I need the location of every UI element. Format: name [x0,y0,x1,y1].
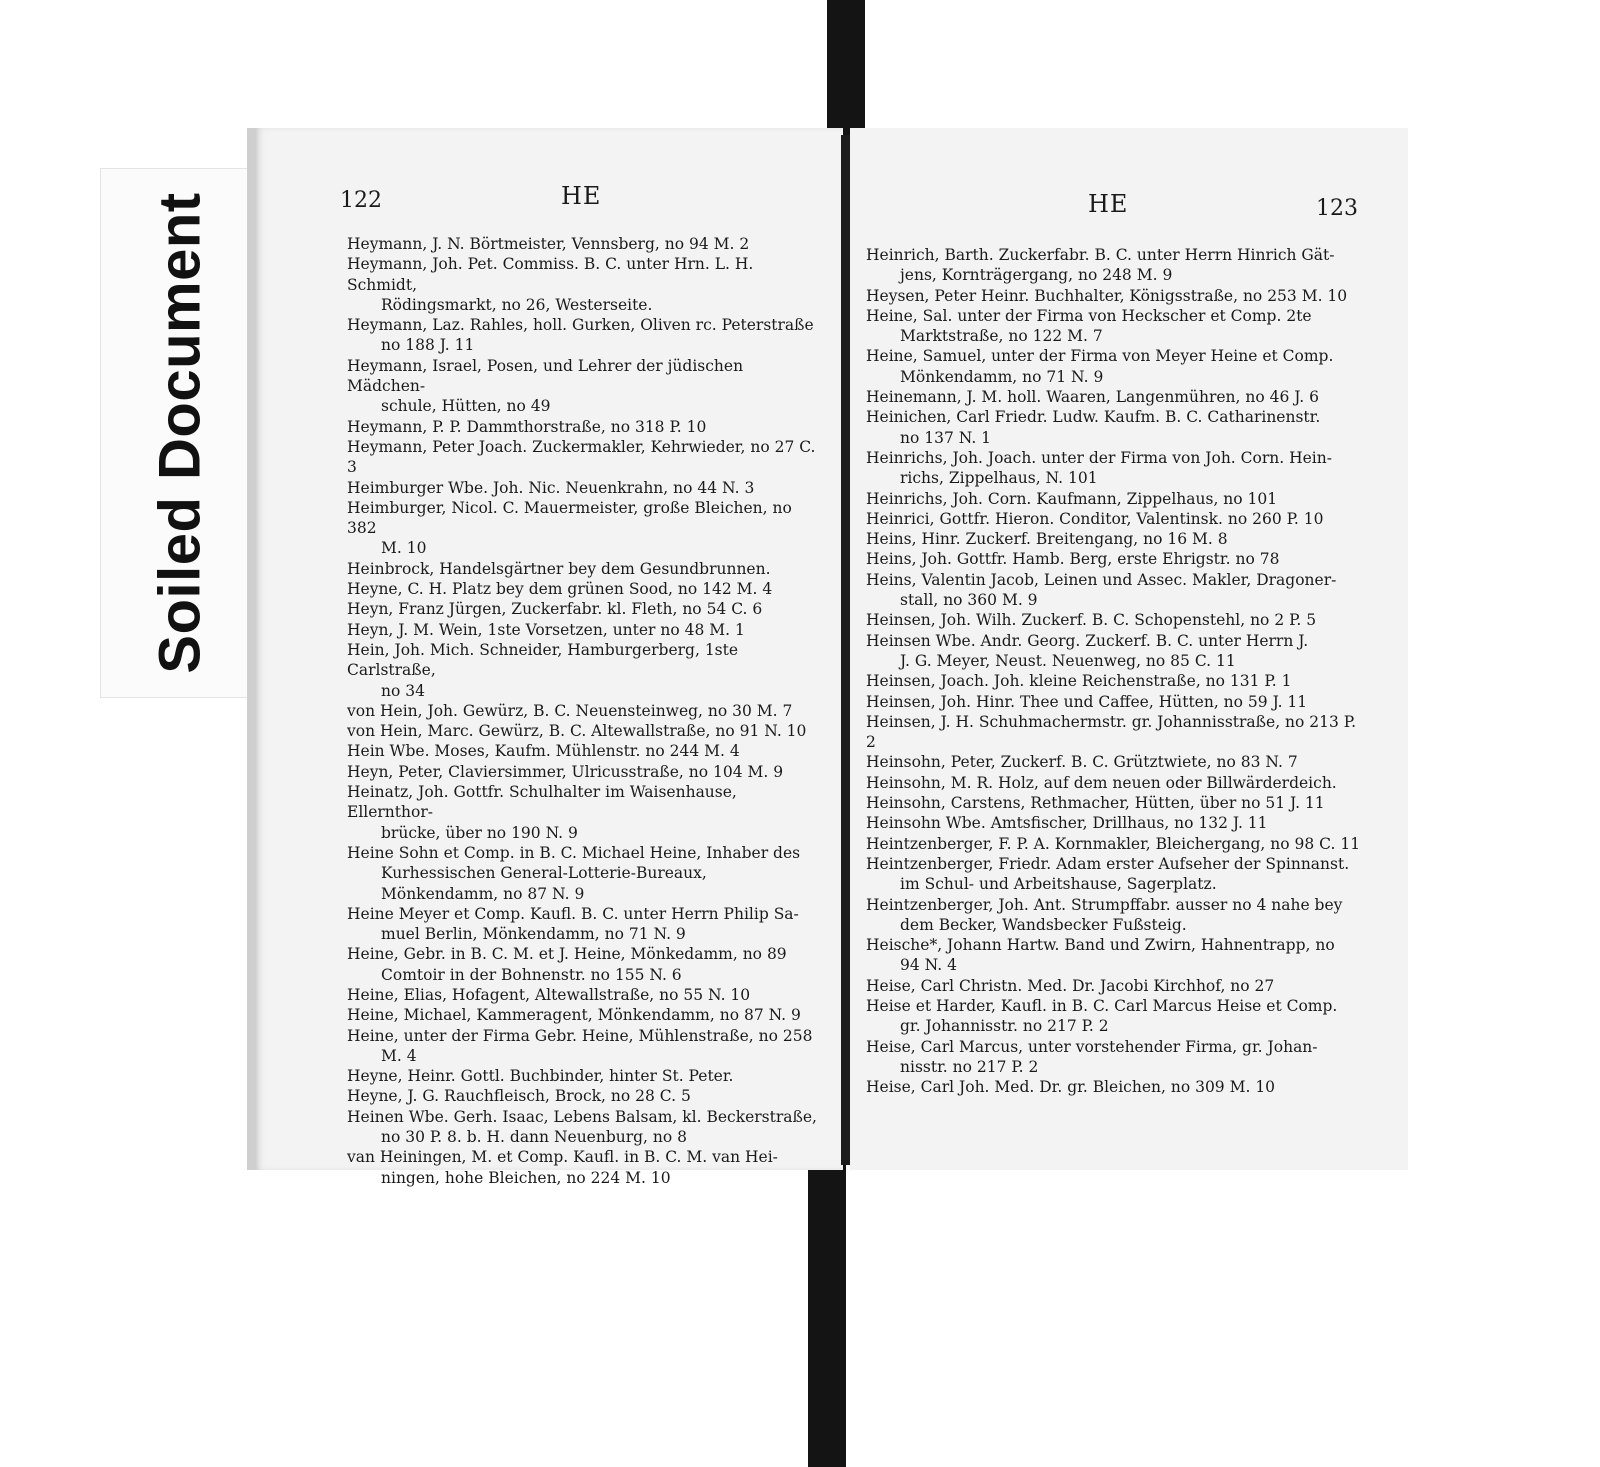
entry-continuation: 94 N. 4 [900,956,957,975]
directory-entry [347,579,825,599]
entry-continuation: stall, no 360 M. 9 [900,591,1038,610]
directory-entry [347,1066,825,1086]
directory-entry [347,599,825,619]
entry-line: Heinen Wbe. Gerh. Isaac, Lebens Balsam, kl. Beckerstraße, [347,1107,817,1126]
entry-continuation: Kurhessischen General-Lotterie-Bureaux, Mönkendamm, no 87 N. 9 [381,864,707,903]
entry-line: Heische*, Johann Hartw. Band und Zwirn, Hahnentrapp, no [866,936,1335,955]
directory-entry [866,407,1370,448]
entry-line: Heymann, P. P. Dammthorstraße, no 318 P. 10 [347,417,707,436]
directory-entry [866,671,1370,691]
directory-entry [866,813,1370,833]
directory-entry [866,1077,1370,1097]
entry-line: Heymann, Joh. Pet. Commiss. B. C. unter Hrn. L. H. Schmidt, [347,255,754,294]
directory-entry [347,1026,825,1067]
directory-entry [347,701,825,721]
entry-line: Heise, Carl Joh. Med. Dr. gr. Bleichen, no 309 M. 10 [866,1078,1276,1097]
entry-line: Heins, Joh. Gottfr. Hamb. Berg, erste Ehrigstr. no 78 [866,550,1280,569]
entry-line: Heyn, Franz Jürgen, Zuckerfabr. kl. Fleth, no 54 C. 6 [347,600,763,619]
entry-line: Heymann, Peter Joach. Zuckermakler, Kehrwieder, no 27 C. 3 [347,437,816,477]
entry-continuation: Marktstraße, no 122 M. 7 [900,327,1103,346]
entry-continuation: schule, Hütten, no 49 [381,397,551,416]
directory-entry [866,712,1370,753]
entry-line: Heinemann, J. M. holl. Waaren, Langenmühren, no 46 J. 6 [866,388,1320,407]
page-number: 123 [1316,196,1358,221]
entry-line: Heinsen, Joh. Wilh. Zuckerf. B. C. Schopenstehl, no 2 P. 5 [866,611,1317,630]
directory-entry [347,741,825,761]
directory-entry [347,417,825,437]
entry-line: Heins, Hinr. Zuckerf. Breitengang, no 16 M. 8 [866,530,1228,549]
directory-entry [866,245,1370,286]
entry-line: Heinsohn, Peter, Zuckerf. B. C. Grütztwiete, no 83 N. 7 [866,753,1298,772]
entry-line: Heinrich, Barth. Zuckerfabr. B. C. unter Herrn Hinrich Gät- [866,246,1335,264]
entry-line: Heinichen, Carl Friedr. Ludw. Kaufm. B. C. Catharinenstr. [866,408,1321,427]
entry-line: von Hein, Joh. Gewürz, B. C. Neuensteinweg, no 30 M. 7 [347,701,793,720]
entry-line: Heyn, J. M. Wein, 1ste Vorsetzen, unter no 48 M. 1 [347,620,745,639]
directory-entry [866,834,1370,854]
entry-line: von Hein, Marc. Gewürz, B. C. Altewallstraße, no 91 N. 10 [347,722,807,741]
directory-entry [347,620,825,640]
directory-entry [347,721,825,741]
entry-continuation: M. 10 [381,539,427,558]
entry-line: Heymann, Israel, Posen, und Lehrer der jüdischen Mädchen- [347,356,744,396]
directory-entry [866,631,1370,672]
entry-line: Heinsen, Joach. Joh. kleine Reichenstraße, no 131 P. 1 [866,672,1292,691]
directory-entry [866,854,1370,895]
entry-continuation: richs, Zippelhaus, N. 101 [900,469,1098,488]
directory-entry [866,387,1370,407]
entry-continuation: brücke, über no 190 N. 9 [381,823,578,842]
entry-continuation: no 34 [381,681,425,700]
directory-entry [347,640,825,701]
directory-entry [866,935,1370,976]
directory-entry [347,356,825,417]
entry-line: Heine Meyer et Comp. Kaufl. B. C. unter Herrn Philip Sa- [347,904,799,923]
directory-entry [347,1107,825,1148]
entry-continuation: muel Berlin, Mönkendamm, no 71 N. 9 [381,925,686,944]
entry-continuation: no 188 J. 11 [381,336,475,355]
page-header: HE [1088,190,1129,218]
entry-line: Heyn, Peter, Claviersimmer, Ulricusstraße, no 104 M. 9 [347,762,784,781]
entry-line: Heinsen, J. H. Schuhmachermstr. gr. Johannisstraße, no 213 P. 2 [866,712,1357,752]
page-number: 122 [340,188,382,213]
right-page [850,128,1408,1170]
entry-line: Heymann, J. N. Börtmeister, Vennsberg, no 94 M. 2 [347,235,750,253]
entry-line: van Heiningen, M. et Comp. Kaufl. in B. C. M. van Hei- [347,1148,778,1167]
page-header: HE [561,182,602,210]
entry-line: Heintzenberger, F. P. A. Kornmakler, Bleichergang, no 98 C. 11 [866,834,1361,853]
entry-line: Heinsen, Joh. Hinr. Thee und Caffee, Hütten, no 59 J. 11 [866,692,1308,711]
directory-entry [866,346,1370,387]
binding-strip-bottom [808,1160,846,1467]
entry-line: Heinbrock, Handelsgärtner bey dem Gesundbrunnen. [347,559,771,578]
entry-line: Hein, Joh. Mich. Schneider, Hamburgerberg, 1ste Carlstraße, [347,640,739,680]
entry-line: Heise, Carl Christn. Med. Dr. Jacobi Kirchhof, no 27 [866,976,1275,995]
entry-line: Heinsohn, Carstens, Rethmacher, Hütten, über no 51 J. 11 [866,794,1325,813]
left-page [247,128,843,1187]
directory-entry [347,234,825,254]
directory-entry [866,976,1370,996]
directory-entry [347,843,825,904]
entry-line: Heins, Valentin Jacob, Leinen und Assec. Makler, Dragoner- [866,570,1337,589]
entry-line: Heine, Samuel, unter der Firma von Meyer Heine et Comp. [866,347,1334,366]
directory-entries [866,245,1370,1097]
entry-line: Hein Wbe. Moses, Kaufm. Mühlenstr. no 244 M. 4 [347,742,740,761]
directory-entry [866,448,1370,489]
entry-line: Heine, Gebr. in B. C. M. et J. Heine, Mönkedamm, no 89 [347,945,787,964]
entry-line: Heysen, Peter Heinr. Buchhalter, Königsstraße, no 253 M. 10 [866,286,1348,305]
directory-entry [347,762,825,782]
entry-line: Heise et Harder, Kaufl. in B. C. Carl Marcus Heise et Comp. [866,996,1338,1015]
entry-continuation: jens, Kornträgergang, no 248 M. 9 [900,266,1173,285]
entry-line: Heyne, Heinr. Gottl. Buchbinder, hinter St. Peter. [347,1067,734,1086]
entry-continuation: ningen, hohe Bleichen, no 224 M. 10 [381,1168,671,1187]
directory-entry [347,1005,825,1025]
directory-entry [347,437,825,478]
directory-entry [866,996,1370,1037]
directory-entry [347,944,825,985]
entry-line: Heinrichs, Joh. Joach. unter der Firma von Joh. Corn. Hein- [866,448,1332,467]
entry-line: Heinrici, Gottfr. Hieron. Conditor, Valentinsk. no 260 P. 10 [866,509,1324,528]
entry-line: Heise, Carl Marcus, unter vorstehender Firma, gr. Johan- [866,1037,1318,1056]
entry-line: Heyne, C. H. Platz bey dem grünen Sood, no 142 M. 4 [347,580,773,599]
directory-entry [347,904,825,945]
directory-entry [347,559,825,579]
directory-entry [866,793,1370,813]
directory-entry [866,549,1370,569]
directory-entry [347,1086,825,1106]
directory-entry [866,895,1370,936]
directory-entry [347,315,825,356]
entry-continuation: no 137 N. 1 [900,428,992,447]
entry-continuation: Mönkendamm, no 71 N. 9 [900,367,1104,386]
entry-continuation: dem Becker, Wandsbecker Fußsteig. [900,915,1187,934]
directory-entry [347,498,825,559]
directory-entry [866,1037,1370,1078]
entry-line: Heine, Michael, Kammeragent, Mönkendamm, no 87 N. 9 [347,1006,801,1025]
entry-line: Heyne, J. G. Rauchfleisch, Brock, no 28 C. 5 [347,1087,691,1106]
directory-entry [347,254,825,315]
entry-line: Heinsohn, M. R. Holz, auf dem neuen oder Billwärderdeich. [866,773,1337,792]
entry-line: Heymann, Laz. Rahles, holl. Gurken, Oliven rc. Peterstraße [347,316,814,335]
directory-entry [866,773,1370,793]
entry-line: Heine, Sal. unter der Firma von Heckscher et Comp. 2te [866,306,1312,325]
entry-line: Heinsohn Wbe. Amtsfischer, Drillhaus, no 132 J. 11 [866,814,1268,833]
directory-entry [866,509,1370,529]
directory-entries [347,234,825,1188]
entry-continuation: no 30 P. 8. b. H. dann Neuenburg, no 8 [381,1128,688,1147]
entry-line: Heintzenberger, Joh. Ant. Strumpffabr. ausser no 4 nahe bey [866,895,1343,914]
entry-continuation: M. 4 [381,1046,417,1065]
entry-line: Heintzenberger, Friedr. Adam erster Aufseher der Spinnanst. [866,854,1350,873]
entry-line: Heimburger Wbe. Joh. Nic. Neuenkrahn, no 44 N. 3 [347,478,755,497]
entry-continuation: nisstr. no 217 P. 2 [900,1057,1039,1076]
directory-entry [347,782,825,843]
directory-entry [347,985,825,1005]
directory-entry [866,529,1370,549]
entry-line: Heine, unter der Firma Gebr. Heine, Mühlenstraße, no 258 [347,1026,813,1045]
entry-line: Heinrichs, Joh. Corn. Kaufmann, Zippelhaus, no 101 [866,489,1278,508]
directory-entry [866,489,1370,509]
directory-entry [866,570,1370,611]
entry-line: Heimburger, Nicol. C. Mauermeister, große Bleichen, no 382 [347,498,792,538]
entry-line: Heine Sohn et Comp. in B. C. Michael Heine, Inhaber des [347,843,801,862]
directory-entry [347,478,825,498]
entry-continuation: Comtoir in der Bohnenstr. no 155 N. 6 [381,965,682,984]
entry-continuation: Rödingsmarkt, no 26, Westerseite. [381,295,653,314]
entry-line: Heinatz, Joh. Gottfr. Schulhalter im Waisenhause, Ellernthor- [347,783,737,822]
directory-entry [866,752,1370,772]
directory-entry [866,306,1370,347]
directory-entry [347,1147,825,1188]
entry-continuation: J. G. Meyer, Neust. Neuenweg, no 85 C. 11 [900,651,1236,670]
directory-entry [866,610,1370,630]
entry-line: Heinsen Wbe. Andr. Georg. Zuckerf. B. C. unter Herrn J. [866,631,1309,650]
directory-entry [866,692,1370,712]
entry-continuation: im Schul- und Arbeitshause, Sagerplatz. [900,875,1217,894]
entry-line: Heine, Elias, Hofagent, Altewallstraße, no 55 N. 10 [347,985,751,1004]
entry-continuation: gr. Johannisstr. no 217 P. 2 [900,1017,1109,1036]
label-text: Soiled Document [147,192,213,674]
directory-entry [866,286,1370,306]
